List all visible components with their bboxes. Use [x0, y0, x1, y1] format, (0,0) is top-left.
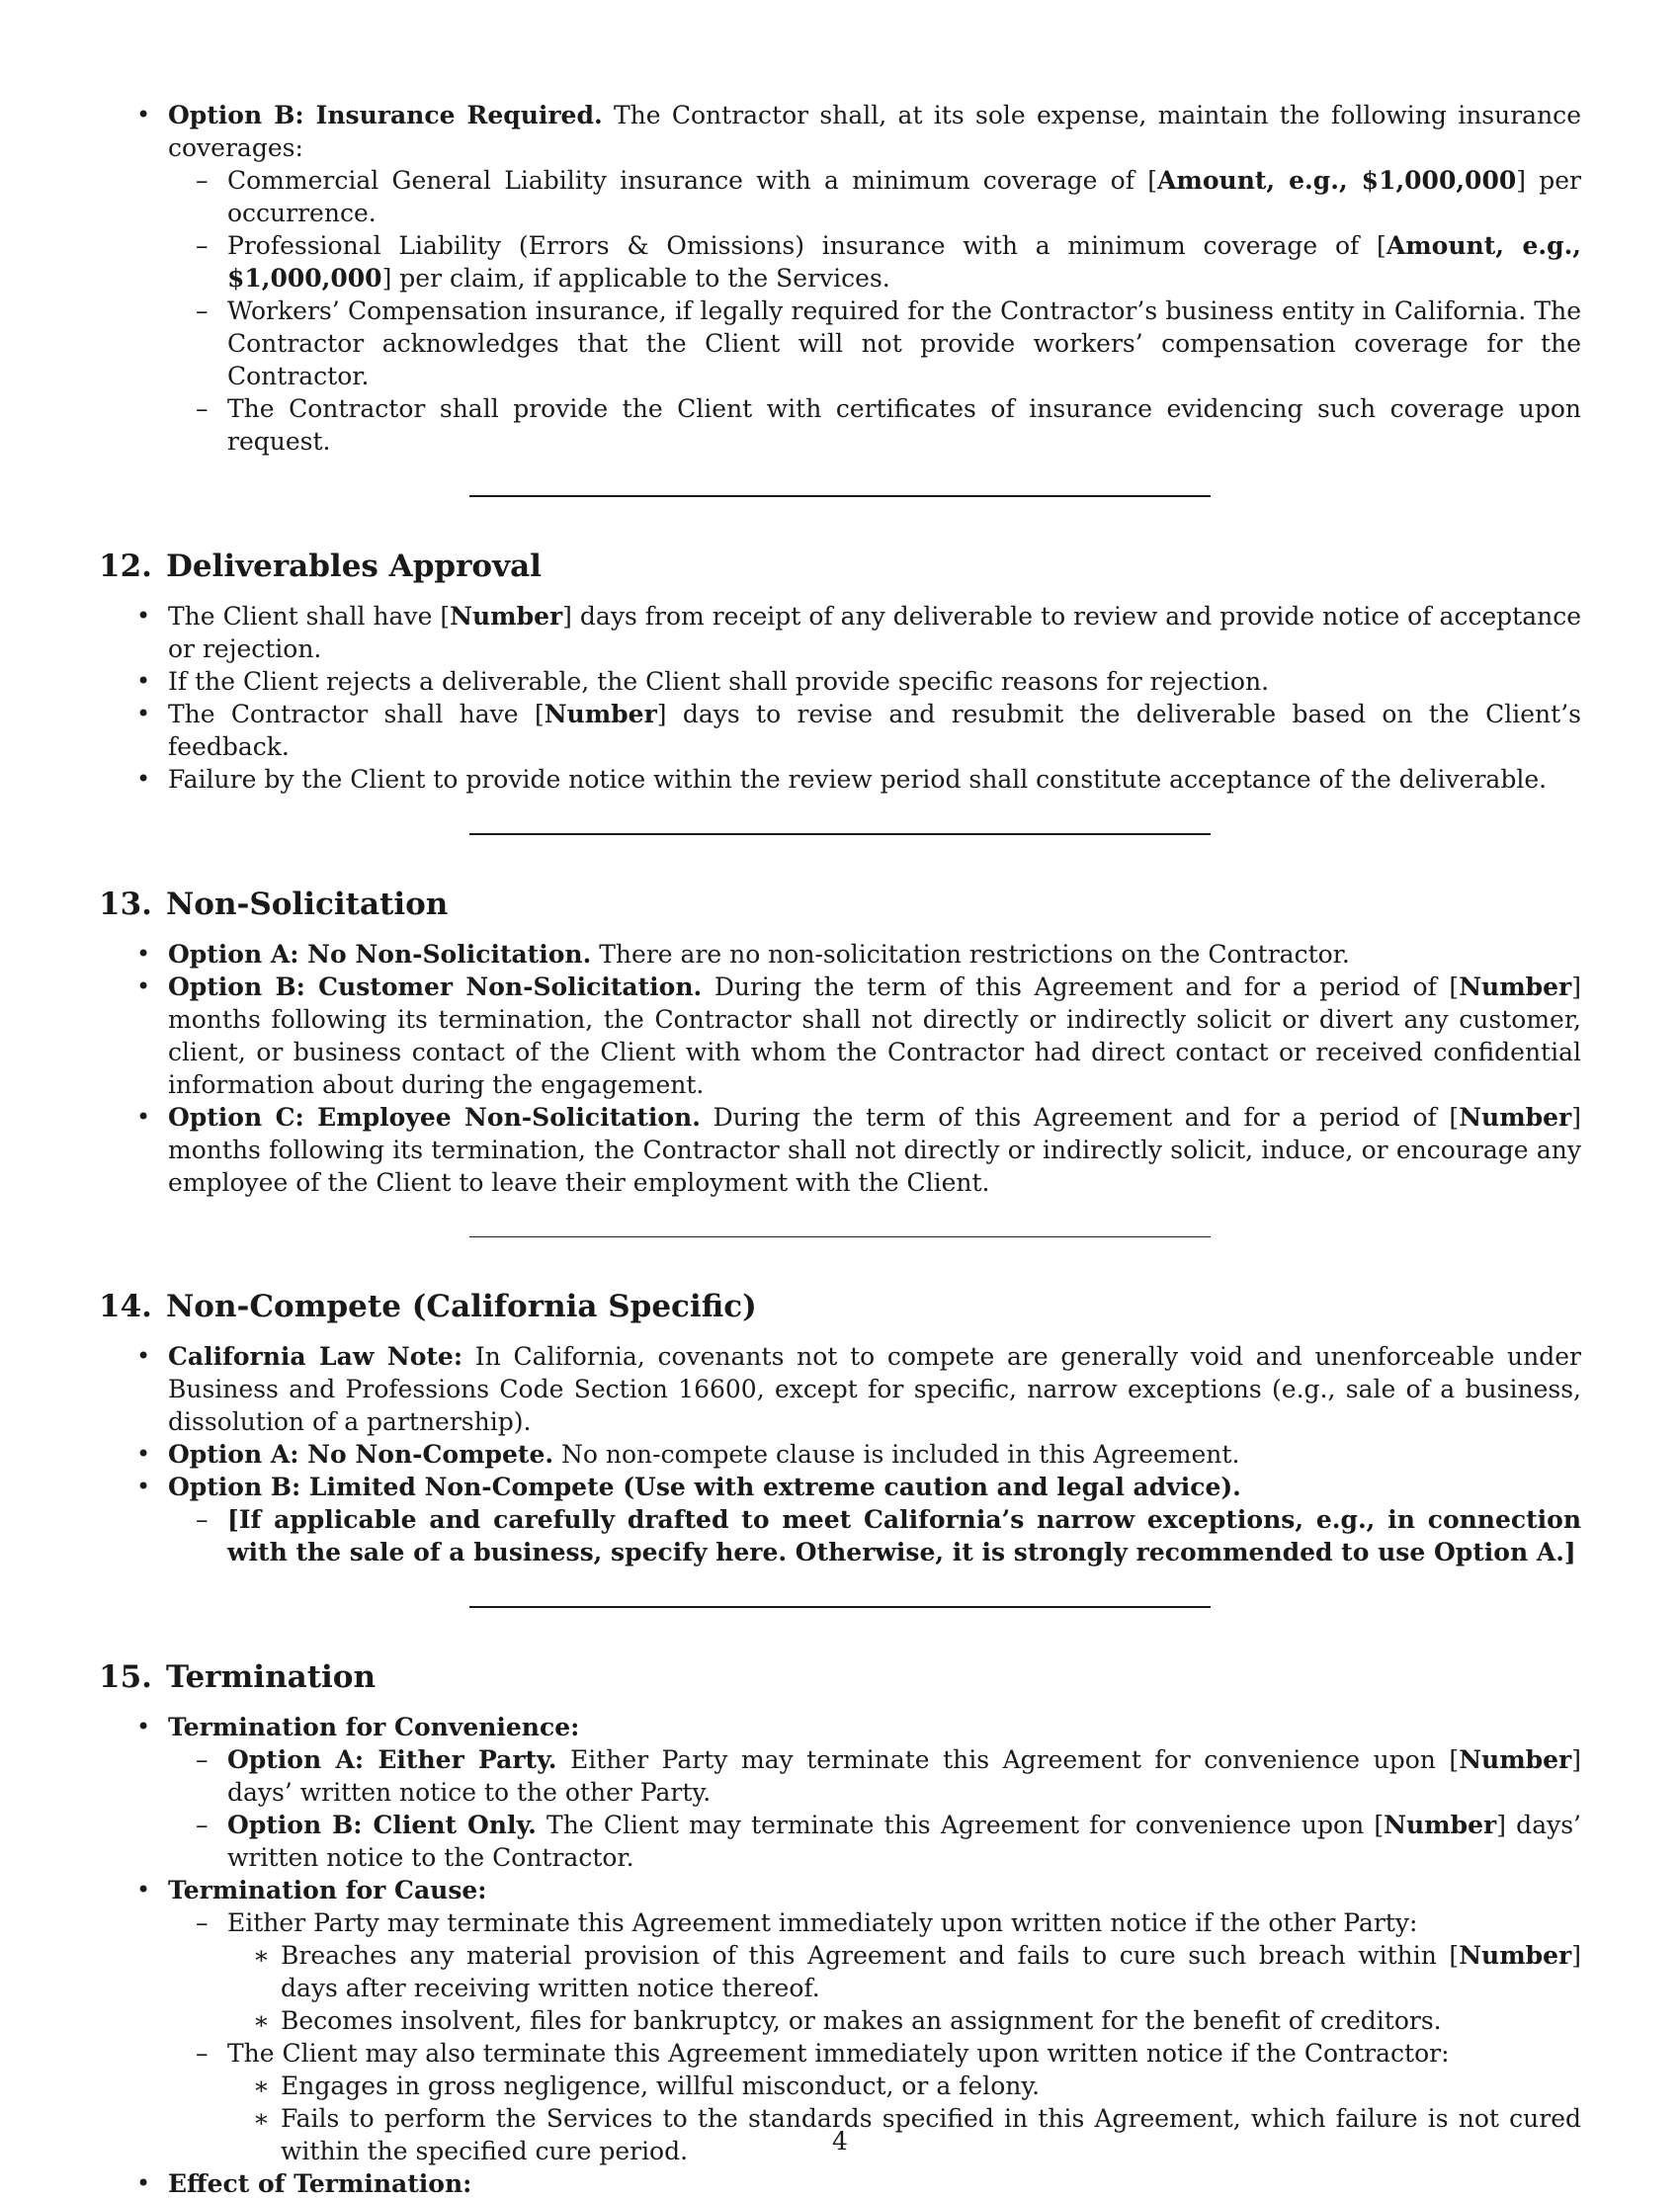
list-item	[99, 1471, 1581, 1568]
list-item	[99, 600, 1581, 665]
item-text: Becomes insolvent, files for bankruptcy, or makes an assignment for the benefit of creditors.	[281, 2006, 1442, 2035]
item-text: ] per occurrence.	[227, 166, 1581, 227]
item-text: Commercial General Liability insurance with a minimum coverage of [	[227, 166, 1157, 195]
placeholder-text: Number	[450, 602, 563, 631]
item-text: ] days after receiving written notice thereof.	[281, 1941, 1581, 2002]
placeholder-text: Number	[544, 700, 657, 728]
list-item	[168, 1906, 1581, 2037]
section-number: 15.	[99, 1659, 152, 1695]
section-number: 13.	[99, 887, 152, 922]
placeholder-text: Number	[1459, 1745, 1572, 1774]
option-label: Option B: Limited Non-Compete (Use with extreme caution and legal advice).	[168, 1473, 1241, 1501]
item-text: Workers’ Compensation insurance, if legally required for the Contractor’s business entity in California. The Contractor acknowledges that the Client will not provide workers’ compensation coverage for the Contractor.	[227, 296, 1581, 390]
list-item	[168, 295, 1581, 392]
list-item	[99, 1438, 1581, 1471]
section-heading-15	[99, 1657, 1581, 1697]
section-divider	[469, 833, 1211, 835]
option-b-sublist	[168, 1503, 1581, 1568]
section-number: 12.	[99, 549, 152, 584]
page-content	[99, 99, 1581, 2200]
list-item	[99, 698, 1581, 763]
option-text: No non-compete clause is included in this Agreement.	[561, 1440, 1240, 1469]
section-divider	[469, 1236, 1211, 1237]
item-text: Engages in gross negligence, willful misconduct, or a felony.	[281, 2072, 1041, 2100]
insurance-option-b	[99, 99, 1581, 458]
item-text: Fails to perform the Services to the standards specified in this Agreement, which failure is not cured within the specified cure period.	[281, 2104, 1581, 2165]
option-label: Option A: Either Party.	[227, 1745, 557, 1774]
list-item	[99, 1340, 1581, 1438]
option-text: The Client may terminate this Agreement for convenience upon [	[546, 1811, 1385, 1839]
option-text: ] days’ written notice to the other Party.	[227, 1745, 1581, 1807]
list-item	[168, 392, 1581, 458]
item-text: Breaches any material provision of this Agreement and fails to cure such breach within [	[281, 1941, 1460, 1970]
list-item	[99, 1874, 1581, 2167]
item-text: Professional Liability (Errors & Omissions) insurance with a minimum coverage of [	[227, 231, 1386, 260]
item-text: Either Party may terminate this Agreement immediately upon written notice if the other Party:	[227, 1908, 1418, 1937]
placeholder-text: Number	[1459, 1103, 1572, 1132]
list-item	[99, 763, 1581, 796]
placeholder-text: Number	[1459, 1941, 1572, 1970]
option-text: During the term of this Agreement and for a period of [	[714, 973, 1460, 1001]
list-item	[168, 229, 1581, 295]
section-12-list	[99, 600, 1581, 796]
item-text: The Contractor shall provide the Client with certificates of insurance evidencing such coverage upon request.	[227, 394, 1581, 456]
option-label: Option B: Insurance Required.	[168, 101, 603, 129]
list-item	[227, 2004, 1581, 2037]
item-text: ] days to revise and resubmit the deliverable based on the Client’s feedback.	[168, 700, 1581, 761]
list-item	[227, 1939, 1581, 2004]
placeholder-text: Number	[1384, 1811, 1497, 1839]
subsection-label: Termination for Convenience:	[168, 1713, 580, 1741]
list-item	[227, 2070, 1581, 2102]
item-text: The Client shall have [	[168, 602, 451, 631]
section-heading-13	[99, 885, 1581, 924]
list-item	[99, 938, 1581, 971]
list-item	[168, 1809, 1581, 1874]
section-title: Termination	[165, 1659, 377, 1695]
list-item	[99, 1101, 1581, 1199]
list-item	[99, 1711, 1581, 1874]
option-label: Option C: Employee Non-Solicitation.	[168, 1103, 701, 1132]
option-label: Option B: Customer Non-Solicitation.	[168, 973, 703, 1001]
list-item	[99, 2167, 1581, 2200]
section-14-list	[99, 1340, 1581, 1568]
placeholder-text: Amount, e.g., $1,000,000	[1157, 166, 1517, 195]
item-text: Failure by the Client to provide notice within the review period shall constitute acceptance of the deliverable.	[168, 765, 1548, 794]
section-divider	[469, 495, 1211, 497]
item-text: The Client may also terminate this Agreement immediately upon written notice if the Contractor:	[227, 2039, 1450, 2068]
note-label: California Law Note:	[168, 1342, 463, 1371]
insurance-sublist	[168, 164, 1581, 458]
option-text: ] months following its termination, the Contractor shall not directly or indirectly solicit, induce, or encourage any employee of the Client to leave their employment with the Client.	[168, 1103, 1581, 1197]
placeholder-text: Amount, e.g., $1,000,000	[227, 231, 1581, 293]
option-label: Option A: No Non-Solicitation.	[168, 940, 592, 969]
section-title: Non-Solicitation	[165, 887, 449, 922]
list-item	[168, 1503, 1581, 1568]
option-text: Either Party may terminate this Agreement for convenience upon [	[570, 1745, 1460, 1774]
list-item	[99, 665, 1581, 698]
placeholder-text: [If applicable and carefully drafted to meet California’s narrow exceptions, e.g., in connection with the sale of a business, specify here. Otherwise, it is strongly recommended to use Option A.]	[227, 1505, 1581, 1566]
section-heading-14	[99, 1287, 1581, 1326]
subsection-label: Termination for Cause:	[168, 1876, 487, 1904]
option-label: Option B: Client Only.	[227, 1811, 537, 1839]
option-text: ] days’ written notice to the Contractor.	[227, 1811, 1581, 1872]
option-text: There are no non-solicitation restrictions on the Contractor.	[599, 940, 1350, 969]
option-text: During the term of this Agreement and for a period of [	[713, 1103, 1460, 1132]
option-text: The Contractor shall, at its sole expense, maintain the following insurance coverages:	[168, 101, 1581, 162]
section-heading-12	[99, 547, 1581, 586]
either-party-sublist	[227, 1939, 1581, 2037]
note-text: In California, covenants not to compete are generally void and unenforceable under Business and Professions Code Section 16600, except for specific, narrow exceptions (e.g., sale of a business, dissolution of a partnership).	[168, 1342, 1581, 1436]
page-number: 4	[832, 2127, 848, 2156]
section-divider	[469, 1606, 1211, 1608]
section-13-list	[99, 938, 1581, 1199]
list-item	[168, 1743, 1581, 1809]
placeholder-text: Number	[1459, 973, 1572, 1001]
section-title: Non-Compete (California Specific)	[165, 1289, 757, 1324]
option-text: ] months following its termination, the Contractor shall not directly or indirectly solicit or divert any customer, client, or business contact of the Client with whom the Contractor had direct contact or received confidential information about during the engagement.	[168, 973, 1581, 1099]
convenience-sublist	[168, 1743, 1581, 1874]
insurance-list	[99, 99, 1581, 458]
list-item	[99, 971, 1581, 1101]
list-item	[168, 164, 1581, 229]
subsection-label: Effect of Termination:	[168, 2169, 472, 2198]
item-text: ] days from receipt of any deliverable to review and provide notice of acceptance or rejection.	[168, 602, 1581, 663]
option-label: Option A: No Non-Compete.	[168, 1440, 554, 1469]
item-text: The Contractor shall have [	[168, 700, 545, 728]
item-text: ] per claim, if applicable to the Services.	[381, 264, 890, 293]
section-title: Deliverables Approval	[165, 549, 542, 584]
item-text: If the Client rejects a deliverable, the Client shall provide specific reasons for rejection.	[168, 667, 1270, 696]
section-number: 14.	[99, 1289, 152, 1324]
